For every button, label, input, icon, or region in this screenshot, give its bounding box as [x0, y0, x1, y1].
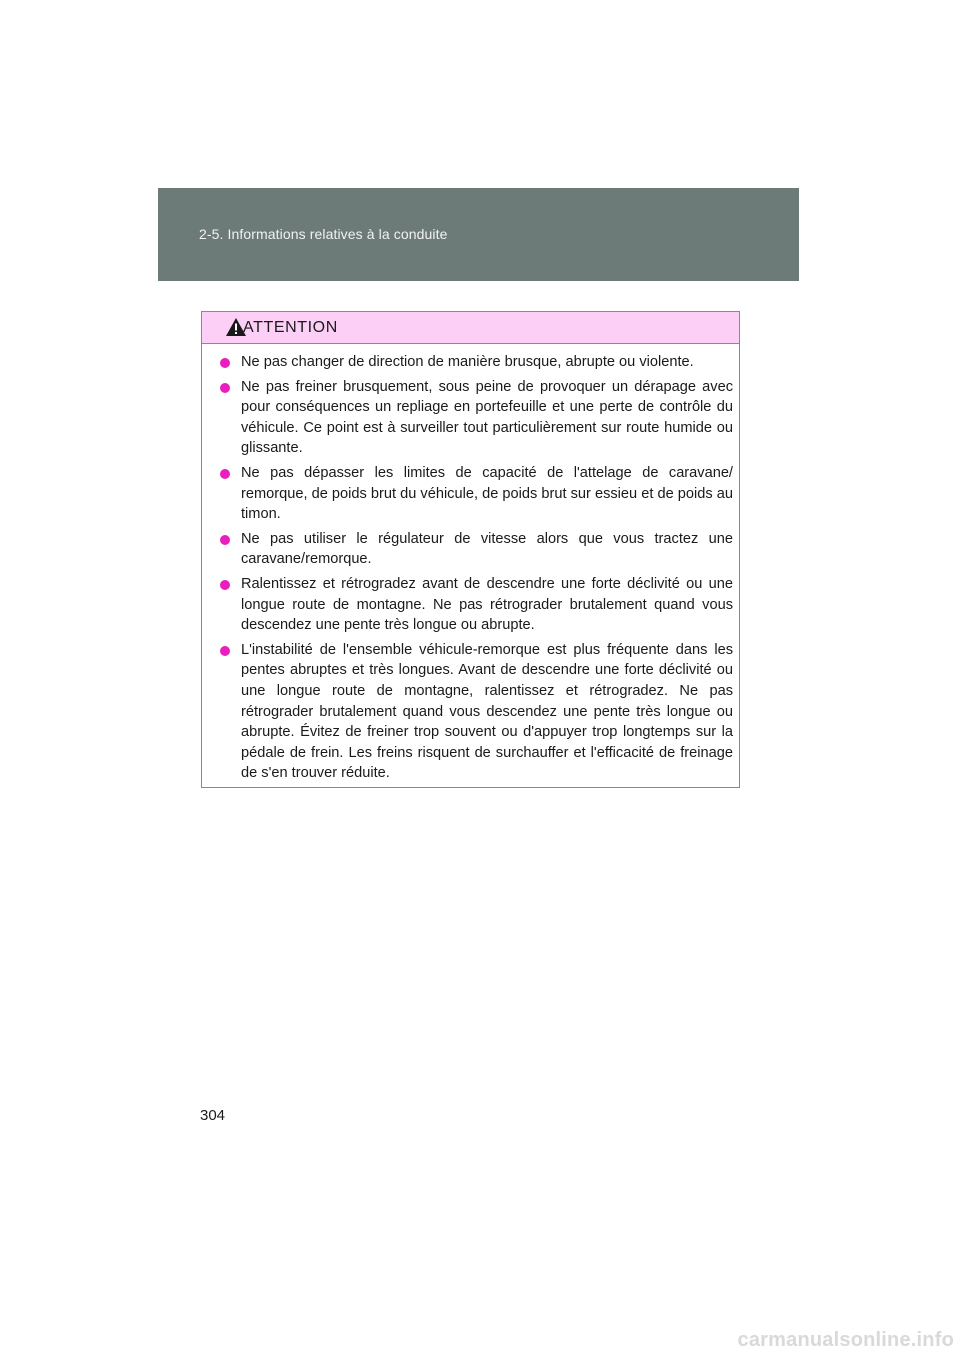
list-item-text: Ne pas freiner brusquement, sous peine de provoquer un dérapage avec pour conséquences un repliage en portefeuille et une perte de contrôle du véhicule. Ce point est à surveiller tout particulièrement sur route humide ou glissante.: [241, 378, 733, 457]
watermark: carmanualsonline.info: [737, 1329, 954, 1351]
bullet-dot-icon: [220, 358, 230, 368]
warning-list: [220, 352, 733, 788]
warning-title: ATTENTION: [243, 319, 338, 336]
warning-box: [201, 311, 740, 788]
list-item-text: Ne pas dépasser les limites de capacité de l'attelage de caravane/ remorque, de poids brut du véhicule, de poids brut sur essieu et de poids au timon.: [241, 464, 733, 523]
list-item: [220, 377, 733, 459]
list-item-text: L'instabilité de l'ensemble véhicule-remorque est plus fréquente dans les pentes abruptes et très longues. Avant de descendre une forte déclivité ou une longue route de montagne, ralentissez et rétrogradez. Ne pas rétrograder brutalement quand vous descendez une pente très longue ou abrupte. Évitez de freiner trop souvent ou d'appuyer trop longtemps sur la pédale de frein. Les freins risquent de surchauffer et l'efficacité de freinage de s'en trouver réduite.: [241, 641, 733, 782]
list-item-text: Ne pas utiliser le régulateur de vitesse alors que vous tractez une caravane/remorque.: [241, 530, 733, 568]
page-number: 304: [200, 1107, 226, 1124]
bullet-dot-icon: [220, 646, 230, 656]
list-item: [220, 574, 733, 636]
list-item: [220, 640, 733, 784]
list-item: [220, 463, 733, 525]
bullet-dot-icon: [220, 535, 230, 545]
bullet-dot-icon: [220, 383, 230, 393]
section-title: 2-5. Informations relatives à la conduite: [199, 226, 448, 242]
list-item-text: Ne pas changer de direction de manière brusque, abrupte ou violente.: [241, 354, 694, 370]
warning-header: [202, 312, 739, 344]
bullet-dot-icon: [220, 469, 230, 479]
bullet-dot-icon: [220, 580, 230, 590]
list-item: [220, 352, 733, 373]
list-item: [220, 529, 733, 570]
list-item-text: Ralentissez et rétrogradez avant de descendre une forte déclivité ou une longue route de montagne. Ne pas rétrograder brutalement quand vous descendez une pente très longue ou abrupte.: [241, 575, 733, 634]
